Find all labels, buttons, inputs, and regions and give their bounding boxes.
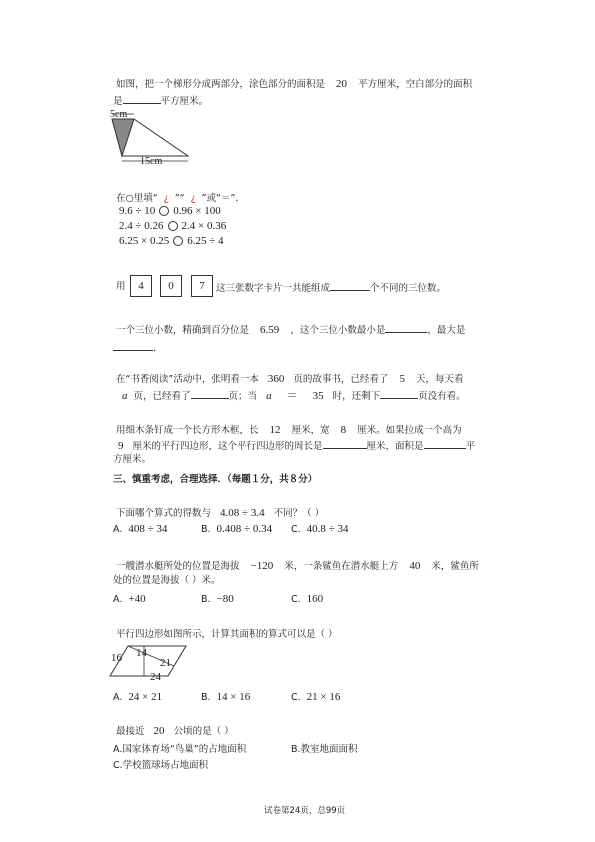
q1-text3: 是 [113,96,123,107]
trapezoid-bottom-label: 15cm [140,156,163,167]
q7-text: 下面哪个算式的得数与 [116,508,212,519]
q2-row-2 [119,220,226,233]
q5-blank-2[interactable] [380,388,418,399]
q8-option-b[interactable] [201,593,234,606]
q6-text4: 厘米的平行四边形，这个平行四边形的周长是 [132,441,323,452]
q2-symbol-2: ¿ [190,193,196,204]
q7-option-b[interactable] [201,523,272,536]
q6-width: 8 [340,424,347,436]
q2-row3-left: 6.25 × 0.25 [119,235,170,247]
q8-text3: 米，鲨鱼所 [431,561,479,572]
parallelogram-left-label: 16 [111,652,122,664]
compare-circle[interactable] [173,236,183,246]
q1-line1 [116,78,472,91]
section-3-title: 三、慎重考虑，合理选择．（每题１分，共８分） [113,474,318,485]
q3-post [216,280,446,295]
q6-line3: 方厘米。 [113,454,152,465]
q10-prompt [116,725,234,738]
q10-text2: 公顷的是（ ） [173,726,234,737]
option-value: 0.408 ÷ 0.34 [216,523,273,535]
digit-card-2: 0 [160,275,182,297]
q4-text4: ． [153,343,163,354]
q4-text3: ，最大是 [427,325,466,336]
q6-text6: 平 [465,441,476,452]
q10-text: 最接近 [116,726,145,737]
parallelogram-bottom-label: 24 [150,671,161,683]
q4-line2 [113,340,163,355]
trapezoid-top-label: 5cm [110,109,128,120]
option-letter: B. [201,594,211,605]
q5-line1 [116,373,464,386]
q8-line2: 处的位置是海拔（ ）米。 [113,575,221,586]
q2-row1-right: 0.96 × 100 [173,205,221,217]
q8-text2: 米，一条鲨鱼在潜水艇上方 [284,561,399,572]
q8-distance: 40 [409,560,421,572]
option-value: 14 × 16 [216,691,251,703]
q8-option-a[interactable] [113,593,146,606]
q10-option-c[interactable]: C.学校篮球场占地面积 [113,760,209,771]
q8-depth: −120 [250,560,274,572]
option-letter: C. [291,524,301,535]
q1-line2 [113,93,208,108]
q6-length: 12 [269,424,281,436]
q6-text5: 厘米，面积是 [366,441,424,452]
q3-text2: 个不同的三位数。 [370,283,447,294]
q4-text2: ，这个三位小数最小是 [290,325,386,336]
q5-text7: 页没有看。 [418,391,466,402]
q2-row1-left: 9.6 ÷ 10 [119,205,156,217]
digit-card-1: 4 [130,275,152,297]
q2-text: 在○里填“ [116,193,158,204]
q7-expression: 4.08 ÷ 3.4 [220,507,265,519]
q10-option-a[interactable]: A.国家体育场“鸟巢”的占地面积 [113,744,247,755]
option-letter: A. [113,594,123,605]
q2-row-1 [119,205,221,218]
option-value: 24 × 21 [128,691,163,703]
q8-text: 一艘潜水艇所处的位置是海拔 [116,561,240,572]
q2-row3-right: 6.25 ÷ 4 [187,235,224,247]
option-letter: B. [201,692,211,703]
q1-text: 如图，把一个梯形分成两部分，涂色部分的面积是 [116,79,326,90]
option-value: +40 [128,593,146,605]
q5-days: 5 [399,373,405,385]
q4-blank-max[interactable] [113,340,153,351]
q4-value: 6.59 [260,324,280,336]
q9-option-a[interactable] [113,691,162,704]
compare-circle[interactable] [168,221,178,231]
q9-prompt: 平行四边形如图所示，计算其面积的算式可以是（ ） [116,629,338,640]
q6-blank-perimeter[interactable] [323,438,367,449]
q1-text4: 平方厘米。 [160,96,209,107]
q4-text: 一个三位小数，精确到百分位是 [116,325,250,336]
q5-var-a: a [122,390,128,402]
q10-option-b[interactable]: B.教室地面面积 [291,744,358,755]
q7-text2: 不同？（ ） [273,508,325,519]
q5-equals: ＝ [286,390,298,402]
q3-blank[interactable] [330,280,370,291]
q5-var-a2: a [266,390,272,402]
compare-circle[interactable] [159,206,169,216]
option-value: −80 [216,593,234,605]
parallelogram-right-label: 21 [160,657,171,669]
q3-pre: 用 [116,281,126,292]
q9-option-c[interactable] [291,691,340,704]
q6-blank-area[interactable] [424,438,466,449]
q8-option-c[interactable] [291,593,323,606]
q6-text: 用细木条钉成一个长方形木框，长 [116,425,259,436]
q1-area-value: 20 [336,78,348,90]
option-letter: A. [113,692,123,703]
option-value: 408 ÷ 34 [128,523,168,535]
q10-value: 20 [153,725,165,737]
q2-row-3 [119,235,224,248]
parallelogram-height-label: 14 [136,647,147,659]
q1-text2: 平方厘米，空白部分的面积 [358,79,473,90]
q6-text3: 厘米。如果拉成一个高为 [357,425,462,436]
option-letter: B. [201,524,211,535]
option-value: 21 × 16 [306,691,341,703]
q5-a-value: 35 [312,390,324,402]
q7-option-a[interactable] [113,523,167,536]
q4-blank-min[interactable] [385,322,427,333]
q6-line2 [118,438,475,453]
q2-symbol-1: ¿ [163,193,169,204]
q5-text2: 页的故事书，已经看了 [293,374,389,385]
q7-option-c[interactable] [291,523,348,536]
q5-text4: 页，已经看了 [133,391,191,402]
q8-line1 [116,560,479,573]
q3-text: 这三张数字卡片一共能组成 [216,283,331,294]
q6-text2: 厘米，宽 [291,425,330,436]
option-letter: C. [291,692,301,703]
digit-card-3: 7 [191,275,213,297]
q2-text3: ”或“＝”． [201,193,245,204]
option-letter: A. [113,524,123,535]
option-value: 160 [306,593,324,605]
option-value: 40.8 ÷ 34 [306,523,349,535]
q4-line1 [116,322,465,337]
q6-line1 [116,424,462,437]
q5-text: 在“书香阅读”活动中，张明看一本 [116,374,259,385]
q5-blank-1[interactable] [191,388,229,399]
q5-text6: 时，还剩下 [332,391,381,402]
q2-row2-left: 2.4 ÷ 0.26 [119,220,164,232]
q2-text2: ”“ [174,193,185,204]
option-letter: C. [291,594,301,605]
q1-blank[interactable] [123,93,161,104]
page-footer: 试卷第24页，总99页 [264,806,346,816]
q5-pages: 360 [267,373,285,385]
q5-line2 [116,388,466,403]
q5-text3: 天，每天看 [415,374,464,385]
q9-option-b[interactable] [201,691,250,704]
q7-prompt [116,507,324,520]
q2-prompt [116,192,245,205]
q6-height: 9 [118,440,124,452]
q5-text5: 页；当 [228,391,258,402]
q2-row2-right: 2.4 × 0.36 [181,220,227,232]
